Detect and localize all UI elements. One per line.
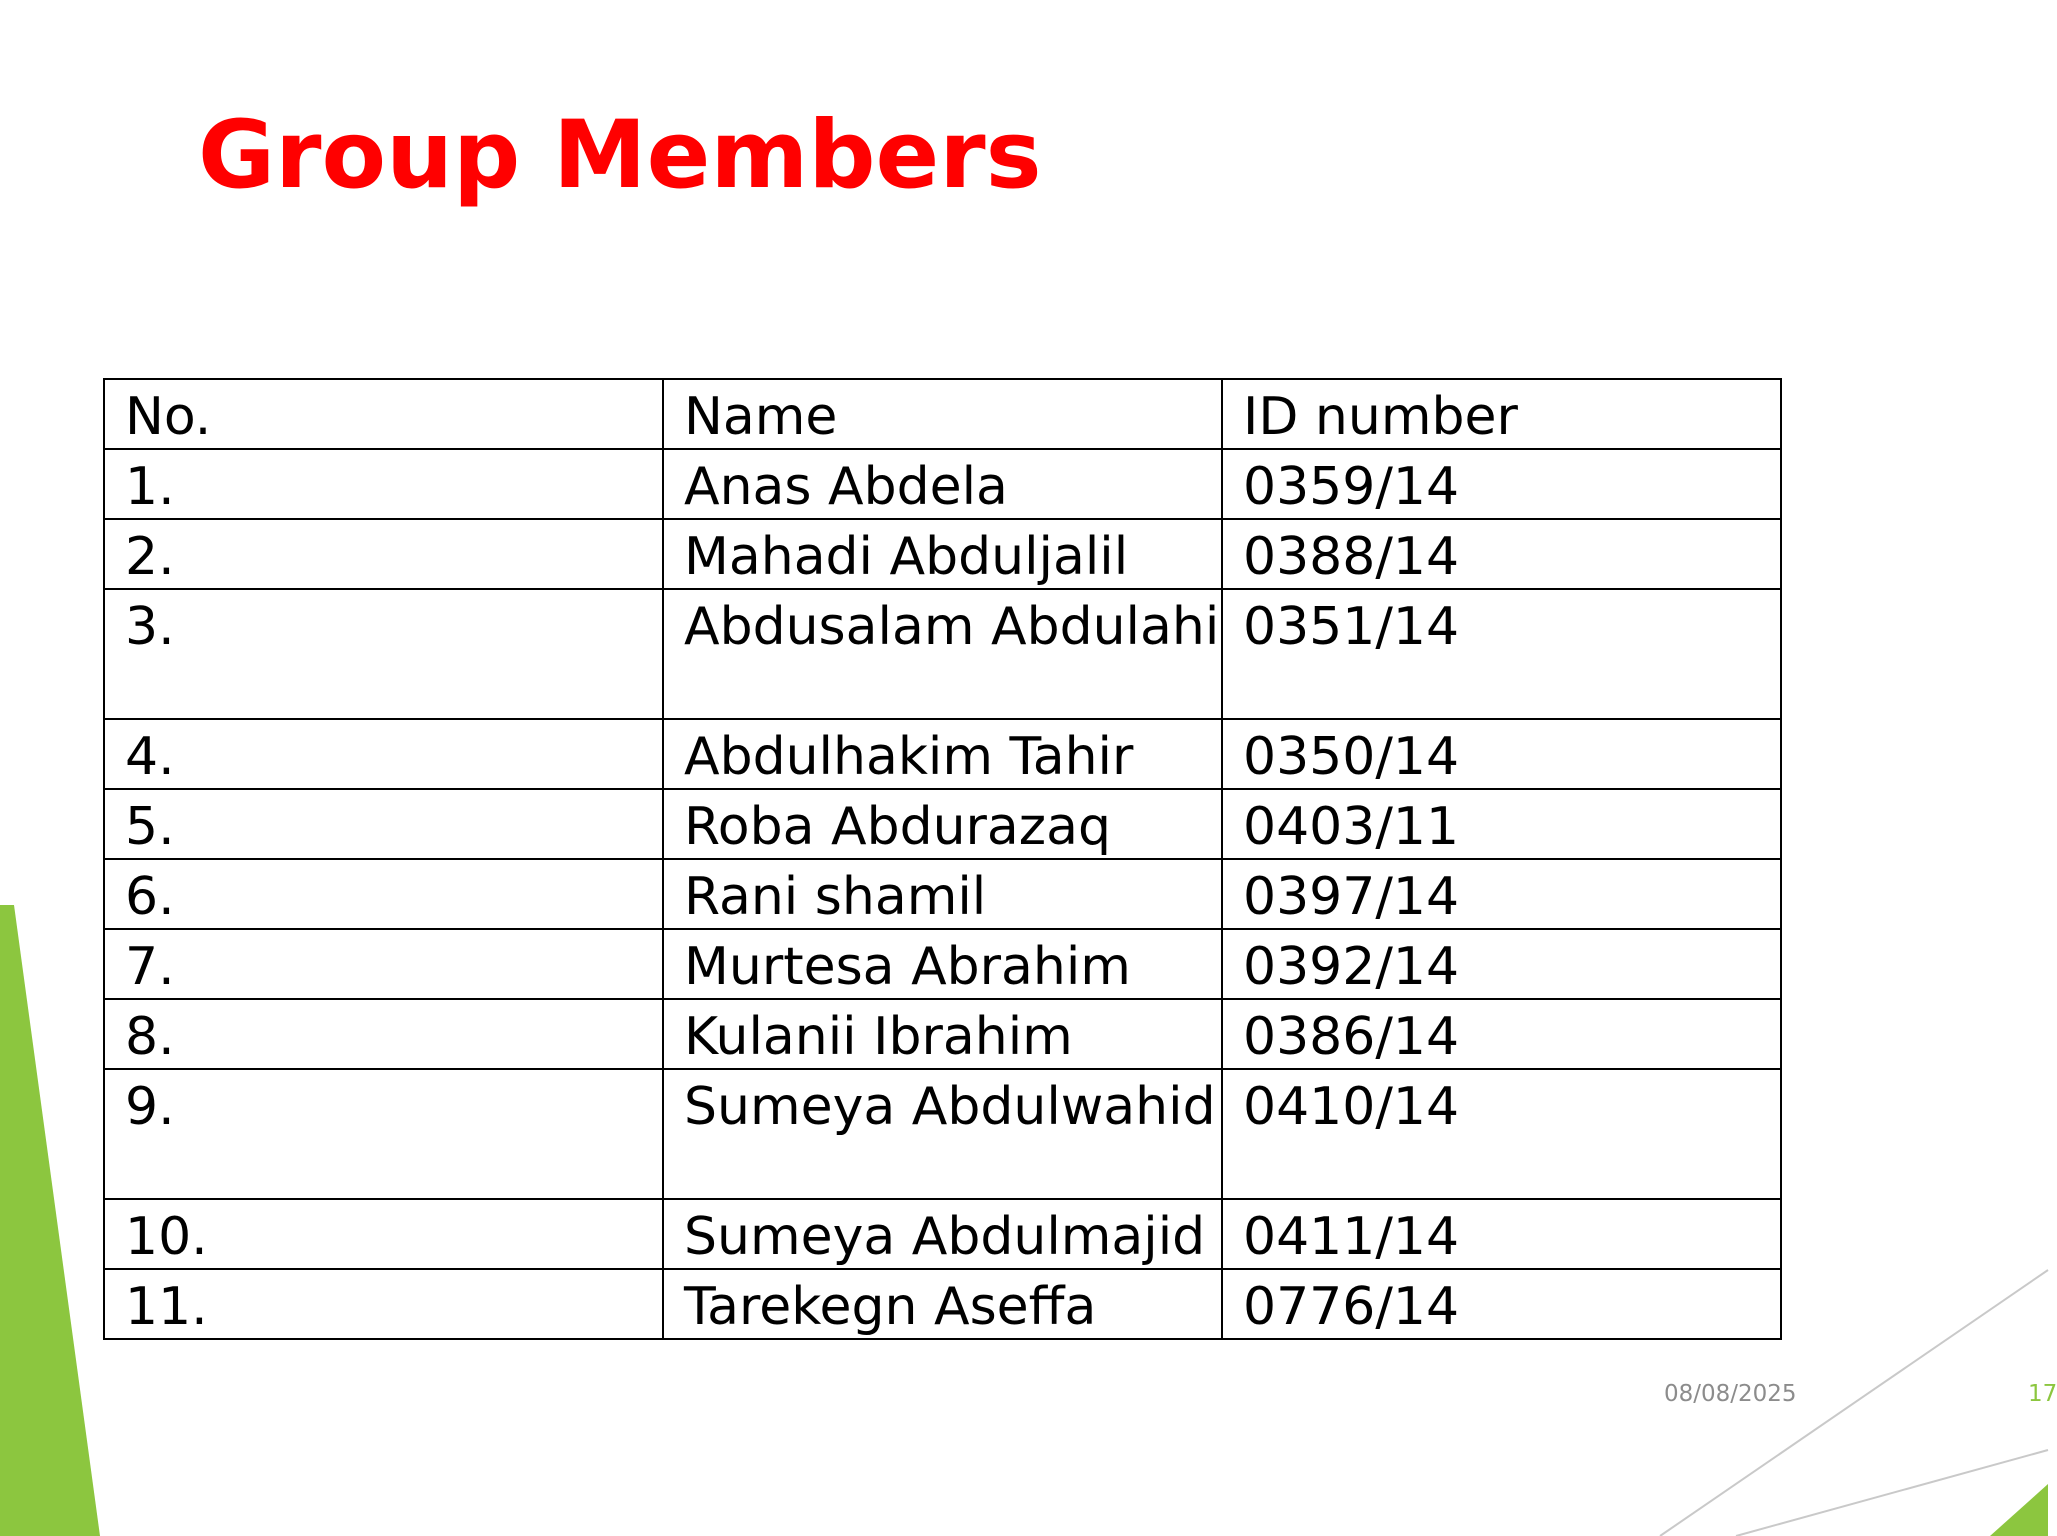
table-row bbox=[104, 1199, 1781, 1269]
table-row bbox=[104, 589, 1781, 719]
cell-no: 4. bbox=[104, 719, 663, 789]
cell-id-number: 0388/14 bbox=[1222, 519, 1781, 589]
cell-name: Abdulhakim Tahir bbox=[663, 719, 1222, 789]
cell-no: 6. bbox=[104, 859, 663, 929]
cell-no: 3. bbox=[104, 589, 663, 719]
cell-no: 10. bbox=[104, 1199, 663, 1269]
footer-page-number: 17 bbox=[2028, 1381, 2057, 1407]
table-row bbox=[104, 449, 1781, 519]
right-green-accent-shape bbox=[1990, 1484, 2048, 1536]
table-row bbox=[104, 929, 1781, 999]
table-row bbox=[104, 519, 1781, 589]
cell-id-number: 0397/14 bbox=[1222, 859, 1781, 929]
header-no: No. bbox=[104, 379, 663, 449]
cell-id-number: 0386/14 bbox=[1222, 999, 1781, 1069]
cell-name: Tarekegn Aseffa bbox=[663, 1269, 1222, 1339]
cell-name: Roba Abdurazaq bbox=[663, 789, 1222, 859]
cell-id-number: 0776/14 bbox=[1222, 1269, 1781, 1339]
cell-id-number: 0351/14 bbox=[1222, 589, 1781, 719]
cell-name: Sumeya Abdulmajid bbox=[663, 1199, 1222, 1269]
footer-date: 08/08/2025 bbox=[1664, 1381, 1797, 1407]
cell-name: Anas Abdela bbox=[663, 449, 1222, 519]
cell-name: Mahadi Abduljalil bbox=[663, 519, 1222, 589]
cell-name: Kulanii Ibrahim bbox=[663, 999, 1222, 1069]
table-row bbox=[104, 1269, 1781, 1339]
cell-name: Sumeya Abdulwahid bbox=[663, 1069, 1222, 1199]
header-id-number: ID number bbox=[1222, 379, 1781, 449]
cell-id-number: 0350/14 bbox=[1222, 719, 1781, 789]
cell-no: 9. bbox=[104, 1069, 663, 1199]
left-green-accent-shape bbox=[0, 905, 100, 1536]
page-title: Group Members bbox=[198, 101, 1042, 210]
cell-name: Abdusalam Abdulahi bbox=[663, 589, 1222, 719]
cell-name: Murtesa Abrahim bbox=[663, 929, 1222, 999]
header-name: Name bbox=[663, 379, 1222, 449]
cell-id-number: 0411/14 bbox=[1222, 1199, 1781, 1269]
right-decorative-line-lower bbox=[1736, 1450, 2048, 1536]
table-row bbox=[104, 1069, 1781, 1199]
cell-name: Rani shamil bbox=[663, 859, 1222, 929]
cell-no: 1. bbox=[104, 449, 663, 519]
cell-id-number: 0410/14 bbox=[1222, 1069, 1781, 1199]
table-header-row bbox=[104, 379, 1781, 449]
cell-id-number: 0392/14 bbox=[1222, 929, 1781, 999]
table-row bbox=[104, 859, 1781, 929]
cell-no: 11. bbox=[104, 1269, 663, 1339]
cell-no: 2. bbox=[104, 519, 663, 589]
cell-no: 8. bbox=[104, 999, 663, 1069]
group-members-table bbox=[103, 378, 1782, 1340]
table-row bbox=[104, 789, 1781, 859]
cell-id-number: 0403/11 bbox=[1222, 789, 1781, 859]
cell-no: 7. bbox=[104, 929, 663, 999]
cell-id-number: 0359/14 bbox=[1222, 449, 1781, 519]
table-row bbox=[104, 999, 1781, 1069]
cell-no: 5. bbox=[104, 789, 663, 859]
table-row bbox=[104, 719, 1781, 789]
